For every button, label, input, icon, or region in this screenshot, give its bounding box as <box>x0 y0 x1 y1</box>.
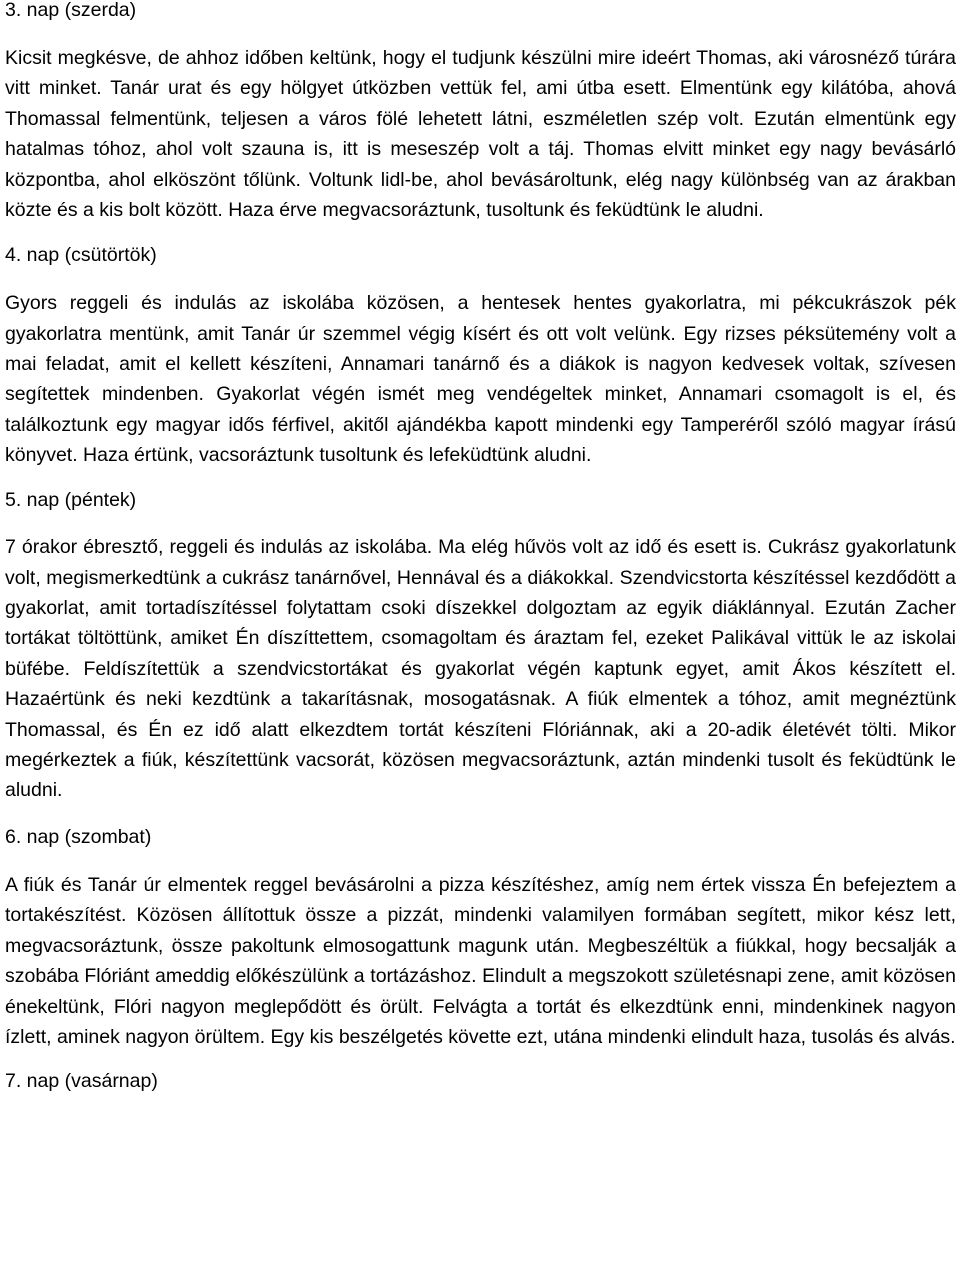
day-paragraph: Gyors reggeli és indulás az iskolába közösen, a hentesek hentes gyakorlatra, mi pékcukrászok pék gyakorlatra mentünk, amit Tanár úr szemmel végig kísért és ott volt velünk. Egy rizses péksütemény volt a mai feladat, amit el kellett készíteni, Annamari tanárnő és a diákok is nagyon kedvesek voltak, szívesen segítettek mindenben. Gyakorlat végén ismét meg vendégeltek minket, Annamari csomagolt is el, és találkoztunk egy magyar idős férfivel, akitől ajándékba kapott mindenki egy Tamperéről szóló magyar írású könyvet. Haza értünk, vacsoráztunk tusoltunk és lefeküdtünk aludni. <box>5 292 956 466</box>
day-section-5 <box>5 485 956 806</box>
day-heading: 6. nap (szombat) <box>5 825 152 848</box>
day-section-4 <box>5 240 956 470</box>
day-heading: 7. nap (vasárnap) <box>5 1070 158 1093</box>
day-paragraph: A fiúk és Tanár úr elmentek reggel bevásárolni a pizza készítéshez, amíg nem értek vissza Én befejeztem a tortakészítést. Közösen állítottuk össze a pizzát, mindenki valamilyen formában segített, mikor kész lett, megvacsoráztunk, össze pakoltunk elmosogattunk magunk után. Megbeszéltük a fiúkkal, hogy becsalják a szobába Flóriánt ameddig előkészülünk a tortázáshoz. Elindult a megszokott születésnapi zene, amit közösen énekeltünk, Flóri nagyon meglepődött és örült. Felvágta a tortát és elkezdtünk enni, mindenkinek nagyon ízlett, aminek nagyon örültem. Egy kis beszélgetés követte ezt, utána mindenki elindult haza, tusolás és alvás. <box>5 873 956 1048</box>
day-heading: 5. nap (péntek) <box>5 489 137 512</box>
day-section-7 <box>5 1066 956 1096</box>
day-heading: 4. nap (csütörtök) <box>5 244 157 267</box>
day-section-3 <box>5 0 956 225</box>
day-section-6 <box>5 822 956 1052</box>
day-paragraph: 7 órakor ébresztő, reggeli és indulás az iskolába. Ma elég hűvös volt az idő és esett is. Cukrász gyakorlatunk volt, megismerkedtünk a cukrász tanárnővel, Hennával és a diákokkal. Szendvicstorta készítéssel kezdődött a gyakorlat, amit tortadíszítéssel folytattam csoki díszekkel dolgoztam az egyik diáklánnyal. Ezután Zacher tortákat töltöttünk, amiket Én díszíttettem, csomagoltam és áraztam fel, ezeket Palikával vittük le az iskolai büfébe. Feldíszítettük a szendvicstortákat és gyakorlat végén kaptunk egyet, amit Ákos készített el. Hazaértünk és neki kezdtünk a takarításnak, mosogatásnak. A fiúk elmentek a tóhoz, amit megnéztünk Thomassal, és Én ez idő alatt elkezdtem tortát készíteni Flóriánnak, aki a 20-adik életévét tölti. Mikor megérkeztek a fiúk, készítettünk vacsorát, közösen megvacsoráztunk, aztán mindenki tusolt és feküdtünk le aludni. <box>5 536 956 802</box>
day-paragraph: Kicsit megkésve, de ahhoz időben keltünk, hogy el tudjunk készülni mire ideért Thomas, aki városnéző túrára vitt minket. Tanár urat és egy hölgyet útközben vettük fel, ami útba esett. Elmentünk egy kilátóba, ahová Thomassal felmentünk, teljesen a város fölé lehetett látni, eszméletlen szép volt. Ezután elmentünk egy hatalmas tóhoz, ahol volt szauna is, itt is meseszép volt a táj. Thomas elvitt minket egy nagy bevásárló központba, ahol elköszönt tőlünk. Voltunk lidl-be, ahol bevásároltunk, elég nagy különbség van az árakban közte és a kis bolt között. Haza érve megvacsoráztunk, tusoltunk és feküdtünk le aludni. <box>5 47 956 222</box>
day-heading: 3. nap (szerda) <box>5 0 137 21</box>
